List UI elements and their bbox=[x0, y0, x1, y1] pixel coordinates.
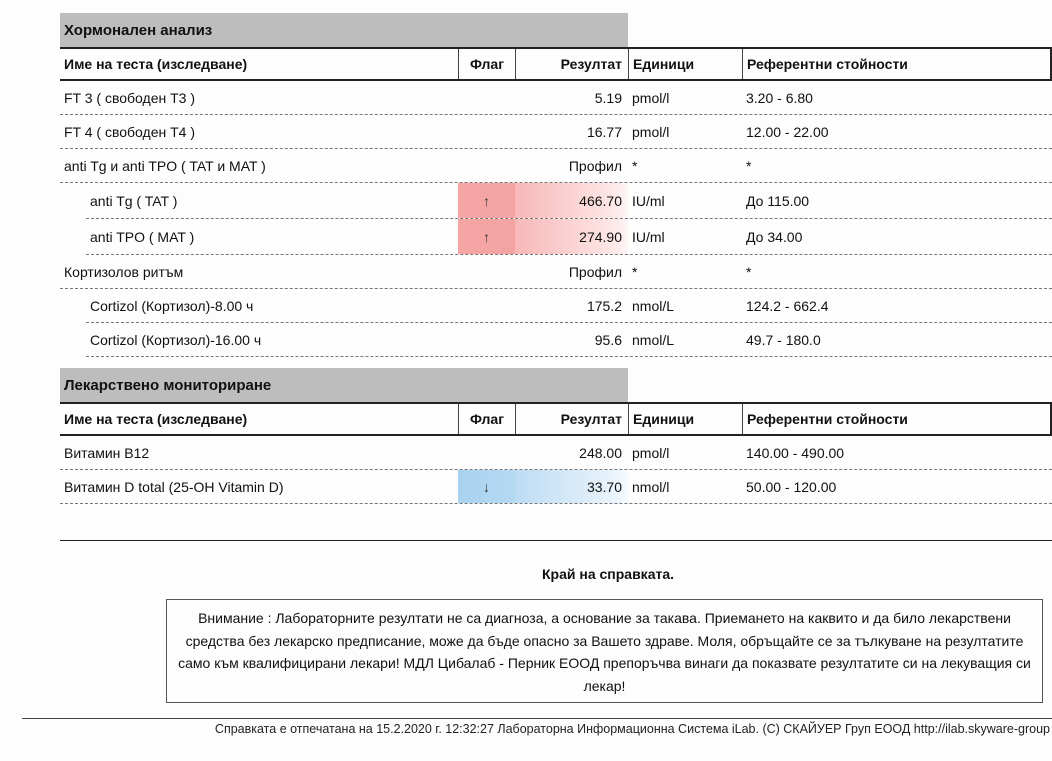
flag-up-icon: ↑ bbox=[458, 219, 515, 254]
reference: * bbox=[746, 263, 752, 280]
flag-down-icon: ↓ bbox=[458, 470, 515, 503]
reference: 140.00 - 490.00 bbox=[746, 444, 845, 461]
unit: nmol/L bbox=[632, 331, 675, 348]
table-row bbox=[60, 323, 1052, 357]
table-row bbox=[60, 81, 1052, 115]
flag bbox=[458, 149, 515, 182]
test-name: anti TPO ( MAT ) bbox=[90, 228, 195, 245]
unit: * bbox=[632, 263, 638, 280]
test-name: Витамин B12 bbox=[64, 444, 150, 461]
unit: pmol/l bbox=[632, 89, 670, 106]
test-name: Cortizol (Кортизол)-8.00 ч bbox=[90, 297, 254, 314]
reference: 49.7 - 180.0 bbox=[746, 331, 821, 348]
unit: * bbox=[632, 157, 638, 174]
section-divider bbox=[60, 540, 1052, 541]
reference: * bbox=[746, 157, 752, 174]
flag bbox=[458, 436, 515, 469]
unit: IU/ml bbox=[632, 228, 665, 245]
header-result: Резултат bbox=[515, 404, 628, 434]
table-row bbox=[60, 219, 1052, 255]
section-title: Лекарствено мониториране bbox=[60, 368, 628, 402]
header-unit: Единици bbox=[628, 404, 742, 434]
header-name: Име на теста (изследване) bbox=[64, 56, 248, 72]
result: 274.90 bbox=[515, 219, 628, 254]
table-header bbox=[60, 402, 1052, 436]
table-row bbox=[60, 470, 1052, 504]
flag-up-icon: ↑ bbox=[458, 183, 515, 218]
header-unit: Единици bbox=[628, 49, 742, 79]
result: 248.00 bbox=[579, 444, 622, 461]
table-row bbox=[60, 149, 1052, 183]
table-row bbox=[60, 436, 1052, 470]
result: Профил bbox=[568, 263, 622, 280]
footer-divider bbox=[22, 718, 1052, 719]
footer-printed-info: Справката е отпечатана на 15.2.2020 г. 12:32:27 Лабораторна Информационна Система iLab. (C) СКАЙУЕР Груп ЕООД http://ilab.skyware-group bbox=[214, 722, 1050, 736]
flag bbox=[458, 289, 515, 322]
table-header bbox=[60, 47, 1052, 81]
result: Профил bbox=[568, 157, 622, 174]
header-ref: Референтни стойности bbox=[742, 49, 1050, 79]
reference: 12.00 - 22.00 bbox=[746, 123, 829, 140]
header-ref: Референтни стойности bbox=[742, 404, 1050, 434]
table-row bbox=[60, 255, 1052, 289]
test-name: anti Tg ( TAT ) bbox=[90, 192, 178, 209]
end-of-report: Край на справката. bbox=[541, 566, 675, 582]
test-name: Cortizol (Кортизол)-16.00 ч bbox=[90, 331, 262, 348]
test-name: anti Tg и anti TPO ( TAT и MAT ) bbox=[64, 157, 266, 174]
result: 5.19 bbox=[594, 89, 622, 106]
test-name: FT 4 ( свободен Т4 ) bbox=[64, 123, 195, 140]
unit: nmol/L bbox=[632, 297, 675, 314]
unit: pmol/l bbox=[632, 123, 670, 140]
disclaimer-notice: Внимание : Лабораторните резултати не са диагноза, а основание за такава. Приемането на каквито и да било лекарствени средства без лекарско предписание, може да бъде опасно за Вашето здраве. Моля, обръщайте се за тълкуване на резултатите само към квалифицирани лекари! МДЛ Цибалаб - Перник ЕООД препоръчва винаги да показвате резултатите си на лекуващия си лекар! bbox=[166, 599, 1043, 703]
unit: IU/ml bbox=[632, 192, 665, 209]
flag bbox=[458, 115, 515, 148]
header-result: Резултат bbox=[515, 49, 628, 79]
test-name: FT 3 ( свободен Т3 ) bbox=[64, 89, 195, 106]
reference: 50.00 - 120.00 bbox=[746, 478, 837, 495]
reference: 3.20 - 6.80 bbox=[746, 89, 813, 106]
table-row bbox=[60, 183, 1052, 219]
result: 33.70 bbox=[515, 470, 628, 503]
flag bbox=[458, 81, 515, 114]
reference: 124.2 - 662.4 bbox=[746, 297, 829, 314]
header-name: Име на теста (изследване) bbox=[64, 411, 248, 427]
table-row bbox=[60, 115, 1052, 149]
header-flag: Флаг bbox=[458, 404, 515, 434]
result: 466.70 bbox=[515, 183, 628, 218]
header-flag: Флаг bbox=[458, 49, 515, 79]
unit: pmol/l bbox=[632, 444, 670, 461]
unit: nmol/l bbox=[632, 478, 670, 495]
reference: До 115.00 bbox=[746, 192, 810, 209]
result: 16.77 bbox=[586, 123, 622, 140]
flag bbox=[458, 323, 515, 356]
section-drug-monitoring bbox=[60, 368, 1052, 504]
section-title: Хормонален анализ bbox=[60, 13, 628, 47]
table-row bbox=[60, 289, 1052, 323]
section-hormonal bbox=[60, 13, 1052, 357]
result: 95.6 bbox=[594, 331, 622, 348]
flag bbox=[458, 255, 515, 288]
result: 175.2 bbox=[586, 297, 622, 314]
reference: До 34.00 bbox=[746, 228, 803, 245]
test-name: Витамин D total (25-OH Vitamin D) bbox=[64, 478, 284, 495]
test-name: Кортизолов ритъм bbox=[64, 263, 184, 280]
